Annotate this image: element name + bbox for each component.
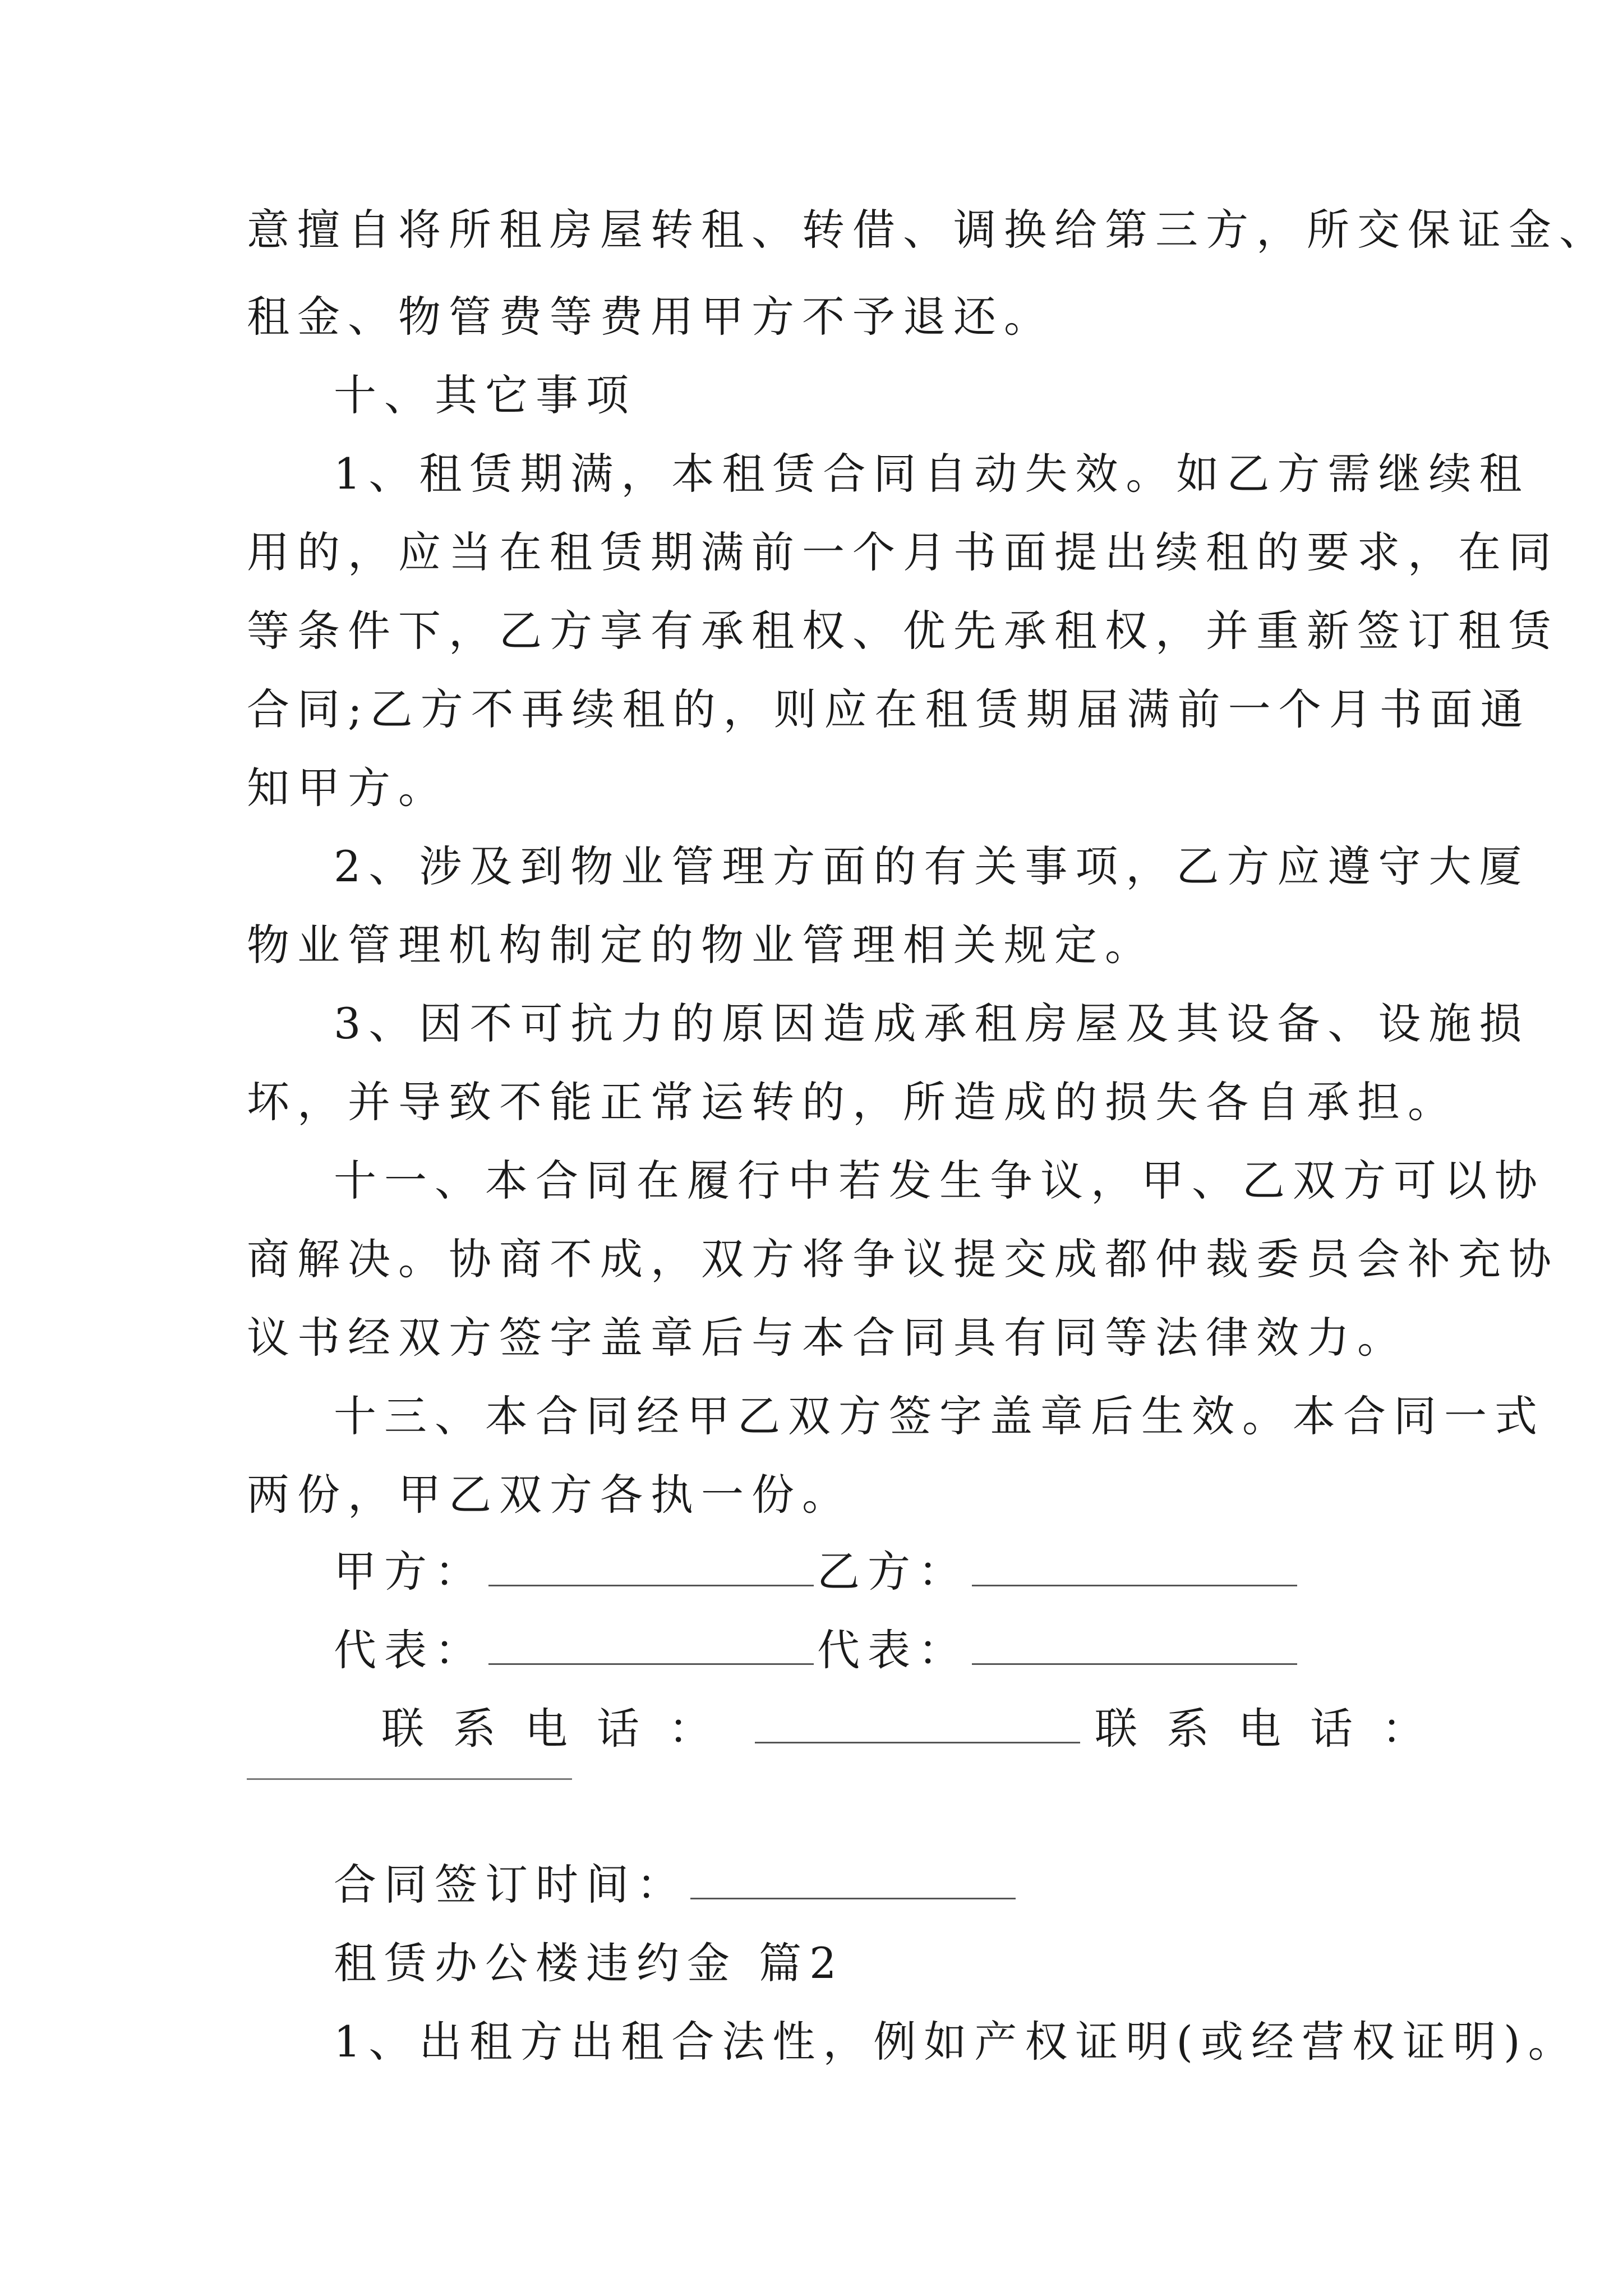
paragraph-line: 租金、物管费等费用甲方不予退还。 — [247, 292, 1054, 342]
paragraph-line: 意擅自将所租房屋转租、转借、调换给第三方，所交保证金、 — [247, 205, 1610, 255]
rep-a-blank[interactable] — [488, 1630, 814, 1665]
rep-b-label: 代表： — [817, 1625, 969, 1675]
sign-date-label: 合同签订时间： — [334, 1860, 687, 1910]
paragraph-line: 3、因不可抗力的原因造成承租房屋及其设备、设施损 — [334, 999, 1530, 1048]
phone-a-blank[interactable] — [755, 1708, 1080, 1743]
paragraph-line: 议书经双方签字盖章后与本合同具有同等法律效力。 — [247, 1313, 1408, 1363]
paragraph-line: 合同;乙方不再续租的，则应在租赁期届满前一个月书面通 — [247, 684, 1531, 734]
paragraph-line: 1、租赁期满，本租赁合同自动失效。如乙方需继续租 — [334, 449, 1530, 499]
representative-row — [334, 1622, 1483, 1678]
rep-b-blank[interactable] — [972, 1630, 1297, 1665]
party-a-blank[interactable] — [488, 1551, 814, 1586]
paragraph-line: 用的，应当在租赁期满前一个月书面提出续租的要求，在同 — [247, 527, 1559, 577]
rep-a-label: 代表： — [334, 1625, 485, 1675]
paragraph-line: 2、涉及到物业管理方面的有关事项，乙方应遵守大厦 — [334, 841, 1530, 891]
party-signature-row — [334, 1544, 1483, 1600]
paragraph-line: 商解决。协商不成，双方将争议提交成都仲裁委员会补充协 — [247, 1234, 1559, 1284]
paragraph-line: 两份，甲乙双方各执一份。 — [247, 1470, 852, 1520]
section-title: 租赁办公楼违约金 篇2 — [334, 1938, 845, 1988]
section-heading: 十、其它事项 — [334, 370, 637, 420]
phone-b-label: 联系电话： — [1095, 1704, 1454, 1754]
paragraph-line: 知甲方。 — [247, 763, 449, 813]
party-a-label: 甲方： — [334, 1547, 485, 1596]
sign-date-row — [334, 1857, 1483, 1913]
paragraph-line: 十一、本合同在履行中若发生争议，甲、乙双方可以协 — [334, 1156, 1545, 1205]
paragraph-line: 1、出租方出租合法性，例如产权证明(或经营权证明)。 — [334, 2017, 1579, 2067]
phone-row — [381, 1701, 1531, 1757]
party-b-label: 乙方： — [817, 1547, 969, 1596]
sign-date-blank[interactable] — [690, 1864, 1016, 1899]
paragraph-line: 十三、本合同经甲乙双方签字盖章后生效。本合同一式 — [334, 1391, 1545, 1441]
phone-b-blank[interactable] — [247, 1778, 572, 1780]
party-b-blank[interactable] — [972, 1551, 1297, 1586]
paragraph-line: 等条件下，乙方享有承租权、优先承租权，并重新签订租赁 — [247, 606, 1559, 656]
paragraph-line: 坏，并导致不能正常运转的，所造成的损失各自承担。 — [247, 1077, 1458, 1127]
phone-a-label: 联系电话： — [381, 1704, 740, 1754]
paragraph-line: 物业管理机构制定的物业管理相关规定。 — [247, 920, 1155, 970]
